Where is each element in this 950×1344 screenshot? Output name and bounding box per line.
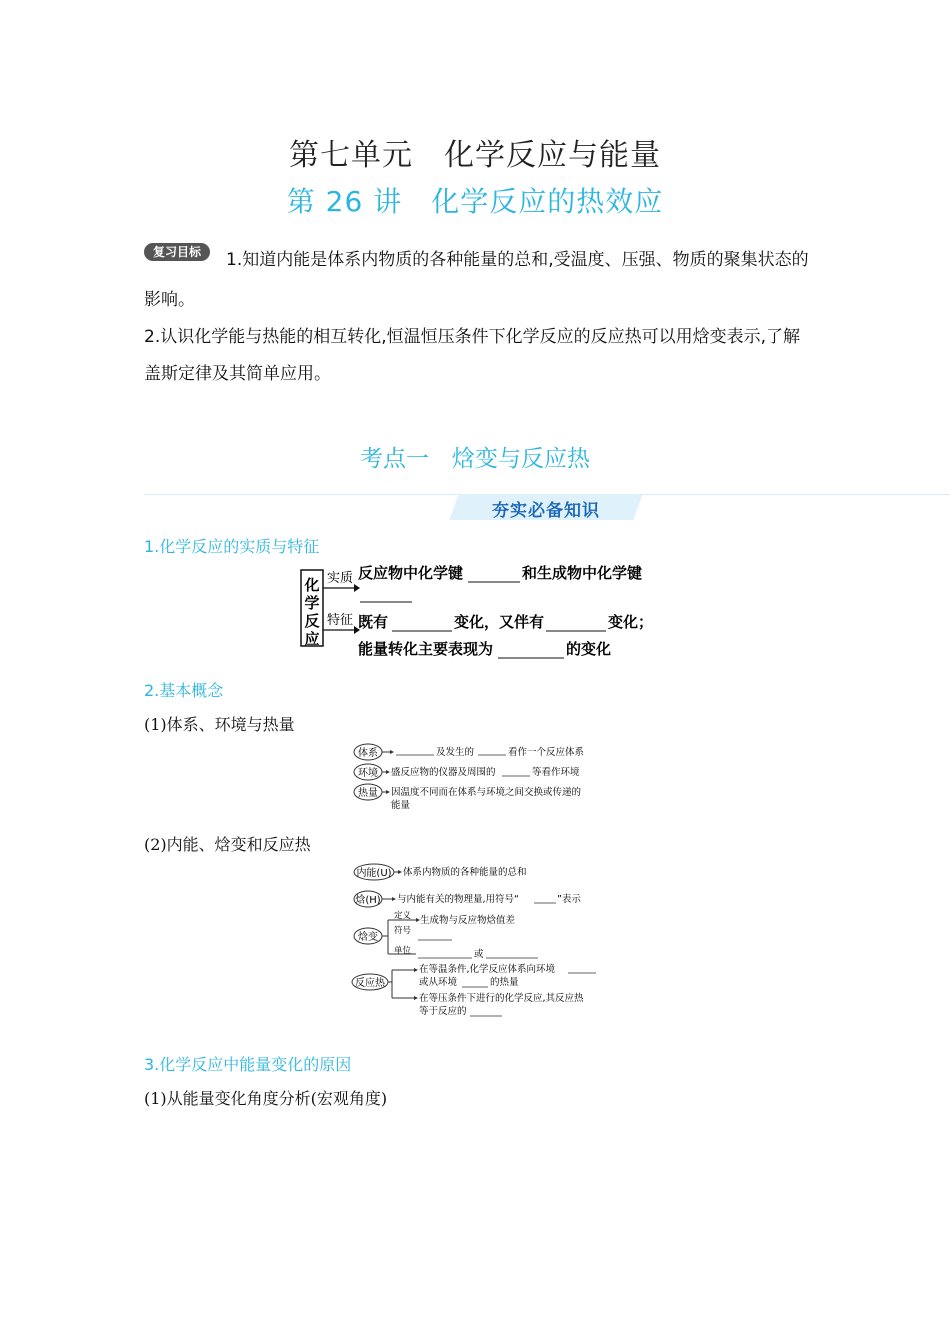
part2-heading: 2.基本概念 (144, 681, 224, 700)
branch2-label: 特征 (327, 613, 354, 628)
arrow-icon (386, 790, 390, 794)
arrow-icon (354, 584, 360, 592)
node-internal-energy: 内能(U) (356, 868, 392, 879)
branch2-text-b: 变化，又伴有 (454, 613, 545, 631)
arrow-icon (392, 897, 396, 901)
root-char-3: 反 (304, 612, 320, 630)
heat-text-1b: 或从环境 (419, 977, 458, 988)
node-heat: 热量 (358, 788, 378, 799)
row3-text-2: 能量 (391, 800, 411, 811)
internal-energy-text: 体系内物质的各种能量的总和 (403, 867, 527, 878)
part3-sub1: (1)从能量变化角度分析(宏观角度) (144, 1089, 388, 1108)
root-char-1: 化 (304, 576, 320, 594)
heat-text-2a: 在等压条件下进行的化学反应,其反应热 (419, 993, 584, 1004)
unit-or: 或 (474, 949, 484, 960)
banner-label: 夯实必备知识 (492, 501, 600, 521)
unit-title: 第七单元 化学反应与能量 (289, 138, 661, 173)
heat-text-2b: 等于反应的 (419, 1006, 467, 1017)
system-environment-diagram (350, 740, 610, 812)
root-char-4: 应 (304, 630, 320, 648)
def-label: 定义 (394, 911, 412, 921)
part3-heading: 3.化学反应中能量变化的原因 (144, 1055, 352, 1074)
arrow-icon (414, 968, 418, 972)
row1-text-a: 及发生的 (436, 747, 475, 758)
symbol-label: 符号 (394, 926, 412, 936)
unit-label: 单位 (394, 946, 412, 956)
node-system: 体系 (358, 748, 378, 759)
node-enthalpy: 焓(H) (355, 895, 381, 906)
part1-heading: 1.化学反应的实质与特征 (144, 537, 320, 556)
heat-text-1a: 在等温条件,化学反应体系向环境 (419, 964, 556, 975)
goal-line-1-cont: 影响。 (144, 290, 195, 310)
part2-sub1: (1)体系、环境与热量 (144, 715, 295, 734)
branch2-line2-a: 能量转化主要表现为 (358, 640, 494, 658)
heat-text-1c: 的热量 (490, 977, 519, 988)
goal-line-2-cont: 盖斯定律及其简单应用。 (144, 364, 331, 384)
row1-text-b: 看作一个反应体系 (508, 747, 585, 758)
def-text: 生成物与反应物焓值差 (420, 915, 516, 926)
branch2-text-a: 既有 (358, 613, 389, 631)
section-heading: 考点一 焓变与反应热 (360, 446, 590, 472)
branch1-text-a: 反应物中化学键 (358, 564, 464, 582)
branch1-text-b: 和生成物中化学键 (522, 564, 643, 582)
enthalpy-text-a: 与内能有关的物理量,用符号“ (397, 894, 519, 905)
row2-text-b: 等看作环境 (532, 767, 580, 778)
lecture-title: 第 26 讲 化学反应的热效应 (286, 185, 664, 218)
review-goals-badge: 复习目标 (144, 243, 210, 261)
part2-sub2: (2)内能、焓变和反应热 (144, 835, 311, 854)
reaction-essence-diagram (300, 560, 660, 664)
arrow-icon (386, 770, 390, 774)
branch1-label: 实质 (327, 571, 354, 586)
branch2-line2-b: 的变化 (566, 640, 612, 658)
node-environment: 环境 (358, 768, 378, 779)
arrow-icon (390, 750, 394, 754)
row3-text-1: 因温度不同而在体系与环境之间交换或传递的 (391, 787, 582, 798)
node-reaction-heat: 反应热 (355, 978, 385, 989)
root-char-2: 学 (304, 594, 320, 612)
arrow-icon (398, 870, 402, 874)
branch2-text-c: 变化； (608, 613, 654, 631)
goal-line-2: 2.认识化学能与热能的相互转化,恒温恒压条件下化学反应的反应热可以用焓变表示,了解 (144, 327, 801, 347)
row2-text-a: 盛反应物的仪器及周围的 (391, 767, 496, 778)
enthalpy-diagram (348, 860, 608, 1022)
goal-line-1: 1.知道内能是体系内物质的各种能量的总和,受温度、压强、物质的聚集状态的 (226, 250, 809, 270)
enthalpy-text-b: ”表示 (557, 894, 581, 905)
node-enthalpy-change: 焓变 (358, 932, 378, 943)
arrow-icon (414, 996, 418, 1000)
